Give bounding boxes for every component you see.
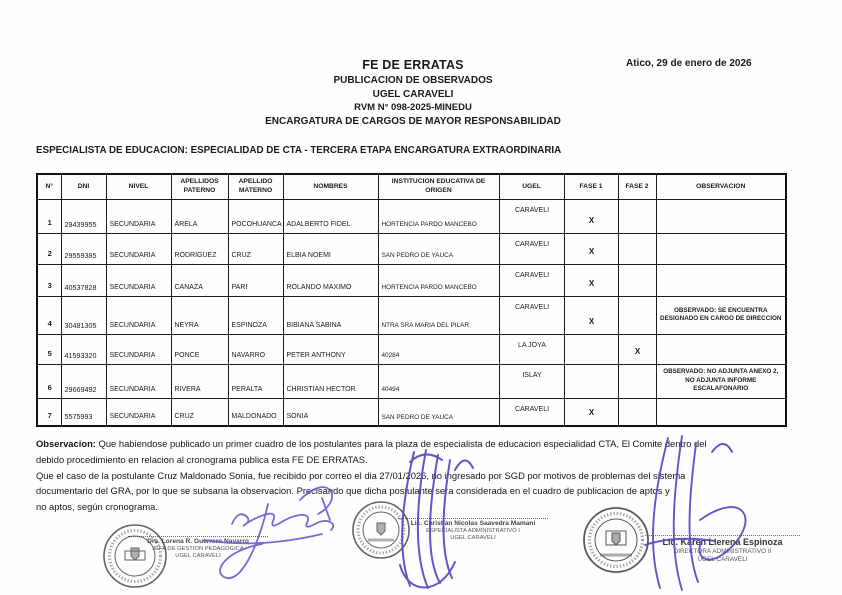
table-cell-nivel: SECUNDARIA bbox=[106, 199, 171, 233]
table-row bbox=[37, 364, 786, 398]
table-cell-fase2 bbox=[618, 364, 656, 398]
observation-line: Observacion: Que habiendose publicado un primer cuadro de los postulantes para la plaza de especialista de educacion especialidad CTA, El Comite dentro del bbox=[36, 438, 707, 449]
signer-org: UGEL CARAVELI bbox=[450, 535, 496, 541]
table-cell-obs bbox=[656, 334, 786, 364]
table-cell-fase1 bbox=[564, 364, 618, 398]
signer-org: UGEL CARAVELI bbox=[697, 556, 748, 563]
table-cell-fase2 bbox=[618, 233, 656, 264]
table-cell-nombres: SONIA bbox=[283, 398, 378, 426]
table-header-cell-origen: INSTITUCION EDUCATIVA DE ORIGEN bbox=[378, 174, 499, 199]
observation-line: documentario del GRA, por lo que se subsana la observacion. Precisando que dicha postulante sera considerada en el cuadro de publicacion de aptos y bbox=[36, 485, 670, 497]
observation-line: debido procedimiento en relacion al cronograma publica esta FE DE ERRATAS. bbox=[36, 453, 368, 465]
signature-block-pedagogica bbox=[128, 536, 268, 559]
table-cell-materno: PARI bbox=[228, 264, 283, 296]
table-cell-ugel: ISLAY bbox=[499, 364, 564, 398]
table-cell-ugel: CARAVELI bbox=[499, 264, 564, 296]
table-cell-nivel: SECUNDARIA bbox=[106, 334, 171, 364]
table-cell-obs: OBSERVADO: SE ENCUENTRA DESIGNADO EN CARGO DE DIRECCION bbox=[656, 296, 786, 334]
signer-org: UGEL CARAVELI bbox=[175, 553, 221, 559]
table-cell-n: 6 bbox=[37, 364, 61, 398]
document-subtitle-ugel: UGEL CARAVELI bbox=[372, 88, 454, 100]
table-cell-fase2 bbox=[618, 296, 656, 334]
table-cell-dni: 29669492 bbox=[61, 364, 106, 398]
table-cell-fase2: X bbox=[618, 334, 656, 364]
table-row bbox=[37, 334, 786, 364]
document-title: FE DE ERRATAS bbox=[362, 58, 464, 72]
table-cell-ugel: CARAVELI bbox=[499, 233, 564, 264]
table-cell-obs: OBSERVADO: NO ADJUNTA ANEXO 2, NO ADJUNTA INFORME ESCALAFONARIO bbox=[656, 364, 786, 398]
signature-dotted-line bbox=[645, 535, 800, 536]
document-subtitle-rvm: RVM N° 098-2025-MINEDU bbox=[354, 102, 472, 113]
table-row bbox=[37, 264, 786, 296]
table-cell-ugel: CARAVELI bbox=[499, 296, 564, 334]
table-cell-origen: HORTENCIA PARDO MANCEBO bbox=[378, 199, 499, 233]
table-header-cell-n: N° bbox=[37, 174, 61, 199]
table-cell-origen: 40284 bbox=[378, 334, 499, 364]
table-cell-nombres: ADALBERTO FIDEL bbox=[283, 199, 378, 233]
table-row bbox=[37, 296, 786, 334]
table-cell-materno: POCOHUANCA bbox=[228, 199, 283, 233]
table-header-cell-ugel: UGEL bbox=[499, 174, 564, 199]
table-cell-materno: MALDONADO bbox=[228, 398, 283, 426]
table-header-cell-fase1: FASE 1 bbox=[564, 174, 618, 199]
table-cell-obs bbox=[656, 199, 786, 233]
document-subtitle-encargatura: ENCARGATURA DE CARGOS DE MAYOR RESPONSABILIDAD bbox=[265, 115, 561, 127]
signer-name: Lic. Christian Nicolas Saavedra Mamani bbox=[410, 520, 536, 527]
table-cell-nivel: SECUNDARIA bbox=[106, 264, 171, 296]
table-cell-ugel: CARAVELI bbox=[499, 398, 564, 426]
circular-stamp-icon bbox=[584, 508, 648, 572]
table-cell-nombres: BIBIANA SABINA bbox=[283, 296, 378, 334]
table-cell-n: 7 bbox=[37, 398, 61, 426]
table-cell-n: 3 bbox=[37, 264, 61, 296]
signature-dotted-line bbox=[128, 536, 268, 537]
table-cell-nivel: SECUNDARIA bbox=[106, 398, 171, 426]
table-cell-materno: PERALTA bbox=[228, 364, 283, 398]
observados-table bbox=[36, 173, 787, 427]
table-cell-origen: SAN PEDRO DE YAUCA bbox=[378, 398, 499, 426]
table-cell-origen: NTRA SRA MARIA DEL PILAR bbox=[378, 296, 499, 334]
table-cell-n: 1 bbox=[37, 199, 61, 233]
table-cell-materno: NAVARRO bbox=[228, 334, 283, 364]
table-cell-dni: 40537828 bbox=[61, 264, 106, 296]
table-cell-ugel: LA JOYA bbox=[499, 334, 564, 364]
table-cell-fase1: X bbox=[564, 199, 618, 233]
table-cell-origen: 40494 bbox=[378, 364, 499, 398]
observation-label: Observacion: bbox=[36, 438, 96, 449]
table-cell-dni: 5575993 bbox=[61, 398, 106, 426]
table-cell-paterno: CRUZ bbox=[171, 398, 228, 426]
signer-role: ESPECIALISTA ADMINISTRATIVO I bbox=[426, 528, 520, 534]
table-row bbox=[37, 398, 786, 426]
table-header-cell-nivel: NIVEL bbox=[106, 174, 171, 199]
signer-name: Lic. Karen Llerena Espinoza bbox=[662, 537, 783, 547]
document-subtitle-publicacion: PUBLICACION DE OBSERVADOS bbox=[333, 75, 493, 86]
table-header-cell-nombres: NOMBRES bbox=[283, 174, 378, 199]
table-cell-paterno: CANAZA bbox=[171, 264, 228, 296]
table-cell-paterno: PONCE bbox=[171, 334, 228, 364]
document-title-block bbox=[0, 58, 826, 127]
table-cell-nombres: CHRISTIAN HECTOR bbox=[283, 364, 378, 398]
table-cell-n: 2 bbox=[37, 233, 61, 264]
table-row bbox=[37, 199, 786, 233]
observation-paragraph bbox=[36, 436, 796, 515]
signature-dotted-line bbox=[398, 518, 548, 519]
table-cell-fase2 bbox=[618, 398, 656, 426]
table-cell-nivel: SECUNDARIA bbox=[106, 296, 171, 334]
table-cell-nivel: SECUNDARIA bbox=[106, 233, 171, 264]
signature-block-administrativo bbox=[398, 518, 548, 541]
table-cell-obs bbox=[656, 233, 786, 264]
table-header-cell-paterno: APELLIDOS PATERNO bbox=[171, 174, 228, 199]
table-cell-dni: 30481305 bbox=[61, 296, 106, 334]
table-cell-obs bbox=[656, 398, 786, 426]
table-cell-dni: 41593320 bbox=[61, 334, 106, 364]
table-cell-materno: ESPINOZA bbox=[228, 296, 283, 334]
table-cell-dni: 29559385 bbox=[61, 233, 106, 264]
signer-role: DIRECTORA ADMINISTRATIVO II bbox=[673, 548, 772, 555]
table-cell-fase1: X bbox=[564, 233, 618, 264]
table-header-cell-materno: APELLIDO MATERNO bbox=[228, 174, 283, 199]
table-cell-paterno: ARELA bbox=[171, 199, 228, 233]
table-cell-fase1: X bbox=[564, 264, 618, 296]
observation-line: no aptos, según cronograma. bbox=[36, 501, 158, 513]
table-cell-ugel: CARAVELI bbox=[499, 199, 564, 233]
document-date: Atico, 29 de enero de 2026 bbox=[626, 58, 752, 69]
table-cell-materno: CRUZ bbox=[228, 233, 283, 264]
signature-block-directora bbox=[645, 535, 800, 563]
table-cell-fase2 bbox=[618, 264, 656, 296]
table-cell-nombres: PETER ANTHONY bbox=[283, 334, 378, 364]
table-cell-nombres: ELBIA NOEMI bbox=[283, 233, 378, 264]
table-cell-paterno: RIVERA bbox=[171, 364, 228, 398]
table-cell-n: 4 bbox=[37, 296, 61, 334]
signer-name: Dra. Lorena R. Guerrero Navarro bbox=[147, 538, 249, 545]
table-header-cell-fase2: FASE 2 bbox=[618, 174, 656, 199]
table-cell-fase1 bbox=[564, 334, 618, 364]
table-cell-nivel: SECUNDARIA bbox=[106, 364, 171, 398]
section-heading: ESPECIALISTA DE EDUCACION: ESPECIALIDAD DE CTA - TERCERA ETAPA ENCARGATURA EXTRAORDINARIA bbox=[36, 145, 562, 156]
table-cell-fase1: X bbox=[564, 296, 618, 334]
table-cell-n: 5 bbox=[37, 334, 61, 364]
table-cell-fase2 bbox=[618, 199, 656, 233]
table-header-cell-obs: OBSERVACION bbox=[656, 174, 786, 199]
table-cell-origen: SAN PEDRO DE YAUCA bbox=[378, 233, 499, 264]
table-cell-origen: HORTENCIA PARDO MANCEBO bbox=[378, 264, 499, 296]
table-cell-paterno: RODRIGUEZ bbox=[171, 233, 228, 264]
table-cell-dni: 29439955 bbox=[61, 199, 106, 233]
table-cell-nombres: ROLANDO MAXIMO bbox=[283, 264, 378, 296]
table-cell-fase1: X bbox=[564, 398, 618, 426]
table-header-cell-dni: DNI bbox=[61, 174, 106, 199]
table-row bbox=[37, 233, 786, 264]
observados-table-body bbox=[37, 199, 786, 426]
table-cell-obs bbox=[656, 264, 786, 296]
table-cell-paterno: NEYRA bbox=[171, 296, 228, 334]
signer-role: JEFA DE GESTION PEDAGOGICA bbox=[152, 546, 244, 552]
observation-line: Que el caso de la postulante Cruz Maldonado Sonia, fue recibido por correo el dia 27/01/2026, no ingresado por SGD por motivos de problemas del sistema bbox=[36, 469, 686, 481]
table-header-row bbox=[37, 174, 786, 199]
